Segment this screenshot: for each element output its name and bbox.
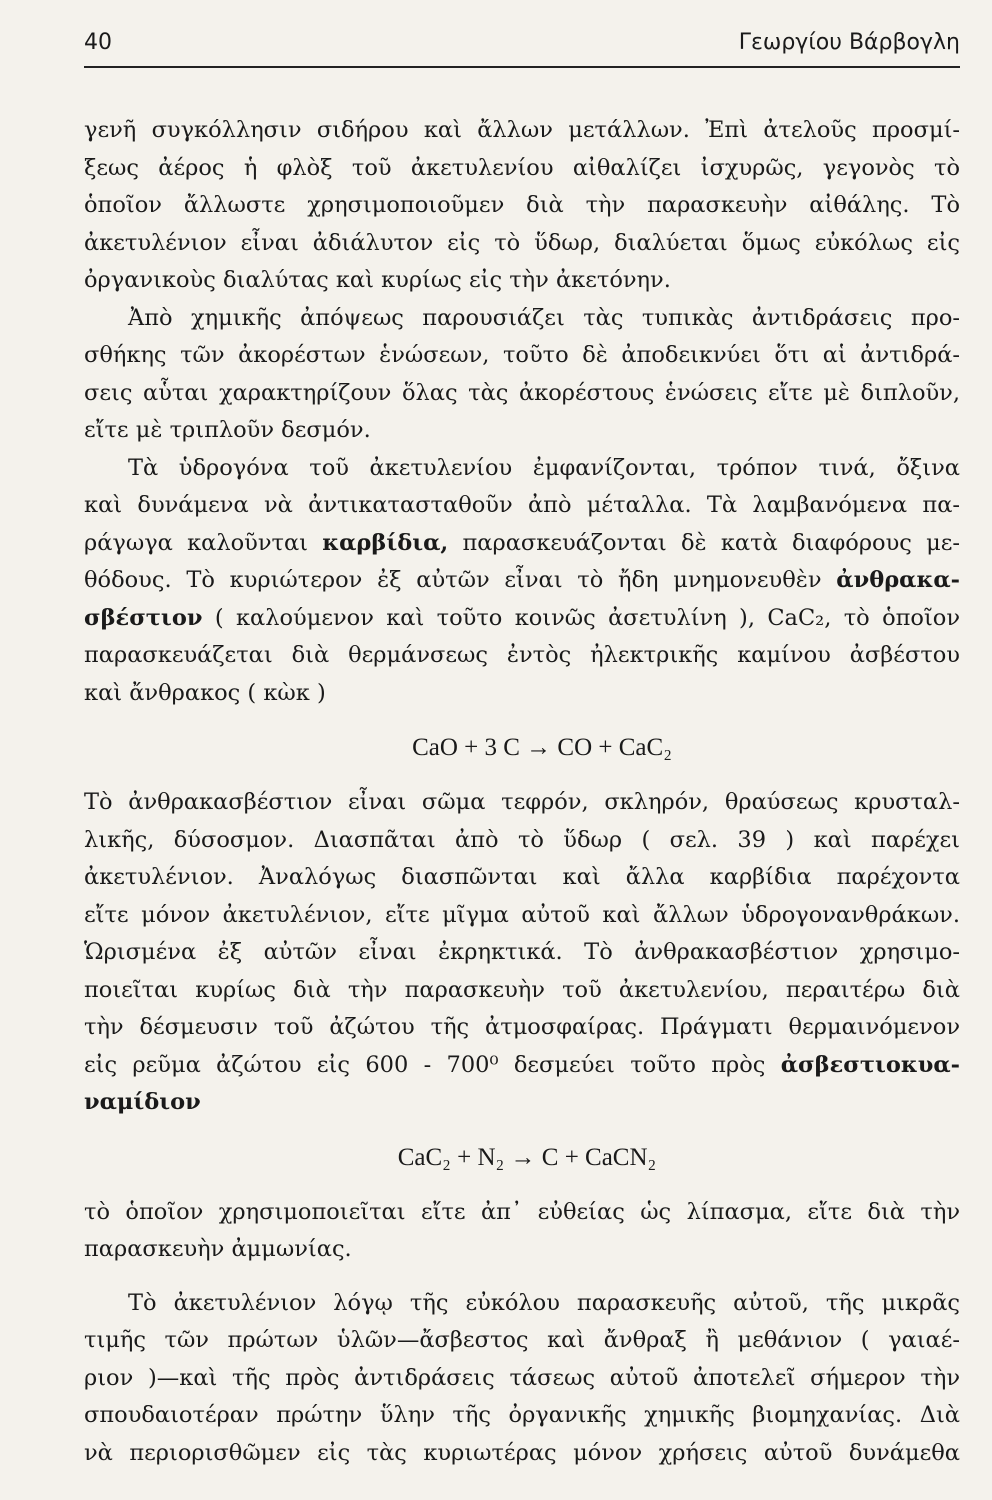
text-line: νὰ περιορισθῶμεν εἰς τὰς κυριωτέρας μόνον χρήσεις αὐτοῦ δυνάμεθα bbox=[84, 1439, 960, 1466]
text-line bbox=[84, 525, 960, 563]
text-line: ὁποῖον ἄλλωστε χρησιμοποιοῦμεν διὰ τὴν παρασκευὴν αἰθάλης. Τὸ bbox=[84, 192, 960, 218]
text-line: ποιεῖται κυρίως διὰ τὴν παρασκευὴν τοῦ ἀκετυλενίου, περαιτέρω διὰ bbox=[84, 976, 960, 1003]
bold-term-cyanamide: ἀσβεστιοκυα- bbox=[780, 1051, 960, 1078]
text-line: καὶ ἄνθρακος ( κὼκ ) bbox=[84, 679, 326, 706]
text-line bbox=[84, 1047, 960, 1085]
text-run: εἰς ρεῦμα ἀζώτου εἰς 600 - 700⁰ δεσμεύει τοῦτο πρὸς bbox=[84, 1051, 781, 1078]
bold-term-cyanamide-cont: ναμίδιον bbox=[84, 1089, 201, 1115]
text-line: εἴτε μόνον ἀκετυλένιον, εἴτε μῖγμα αὐτοῦ καὶ ἄλλων ὑδρογονανθράκων. bbox=[84, 901, 960, 928]
text-run: ( καλούμενον καὶ τοῦτο κοινῶς ἀσετυλίνη ), CaC₂, τὸ ὁποῖον bbox=[202, 604, 960, 631]
bold-term-calcium-carbide: ἀνθρακα- bbox=[836, 567, 960, 593]
text-line: σπουδαιοτέραν πρώτην ὕλην τῆς ὀργανικῆς χημικῆς βιομηχανίας. Διὰ bbox=[84, 1402, 960, 1428]
text-line: σθήκης τῶν ἀκορέστων ἑνώσεων, τοῦτο δὲ ἀποδεικνύει ὅτι αἱ ἀντιδρά- bbox=[84, 342, 960, 368]
text-line: παρασκευάζεται διὰ θερμάνσεως ἐντὸς ἠλεκτρικῆς καμίνου ἀσβέστου bbox=[84, 642, 960, 668]
text-line: ριον )—καὶ τῆς πρὸς ἀντιδράσεις τάσεως αὐτοῦ ἀποτελεῖ σήμερον τὴν bbox=[84, 1364, 960, 1391]
text-line: γενῆ συγκόλλησιν σιδήρου καὶ ἄλλων μετάλλων. Ἐπὶ ἀτελοῦς προσμί- bbox=[84, 117, 960, 143]
text-line: τὴν δέσμευσιν τοῦ ἀζώτου τῆς ἀτμοσφαίρας. Πράγματι θερμαινόμενον bbox=[84, 1014, 960, 1040]
text-line: παρασκευὴν ἀμμωνίας. bbox=[84, 1236, 352, 1262]
paragraph-gap bbox=[84, 1269, 960, 1285]
text-line: Ὡρισμένα ἐξ αὐτῶν εἶναι ἐκρηκτικά. Τὸ ἀνθρακασβέστιον χρησιμο- bbox=[84, 939, 960, 965]
text-line bbox=[84, 600, 960, 638]
text-line: εἴτε μὲ τριπλοῦν δεσμόν. bbox=[84, 417, 371, 443]
bold-term-calcium-carbide-cont: σβέστιον bbox=[84, 604, 203, 631]
text-line: καὶ δυνάμενα νὰ ἀντικατασταθοῦν ἀπὸ μέταλλα. Τὰ λαμβανόμενα πα- bbox=[84, 492, 960, 518]
text-run: θόδους. Τὸ κυριώτερον ἐξ αὐτῶν εἶναι τὸ ἤδη μνημονευθὲν bbox=[84, 567, 837, 593]
body-text bbox=[84, 112, 960, 1472]
text-line bbox=[84, 562, 960, 600]
text-line: λικῆς, δύσοσμον. Διασπᾶται ἀπὸ τὸ ὕδωρ ( σελ. 39 ) καὶ παρέχει bbox=[84, 826, 960, 853]
text-line: Τὰ ὑδρογόνα τοῦ ἀκετυλενίου ἐμφανίζονται, τρόπον τινά, ὄξινα bbox=[128, 454, 960, 481]
bold-term-carbides: καρβίδια, bbox=[322, 529, 449, 556]
text-run: παρασκευάζονται δὲ κατὰ διαφόρους με- bbox=[448, 529, 960, 556]
text-line: ξεως ἀέρος ἡ φλὸξ τοῦ ἀκετυλενίου αἰθαλίζει ἰσχυρῶς, γεγονὸς τὸ bbox=[84, 154, 960, 181]
text-line: ἀκετυλένιον εἶναι ἀδιάλυτον εἰς τὸ ὕδωρ, διαλύεται ὅμως εὐκόλως εἰς bbox=[84, 229, 960, 256]
running-head-author: Γεωργίου Βάρβογλη bbox=[738, 30, 960, 55]
text-line: Ἀπὸ χημικῆς ἀπόψεως παρουσιάζει τὰς τυπικὰς ἀντιδράσεις προ- bbox=[128, 304, 960, 331]
text-line: τιμῆς τῶν πρώτων ὑλῶν—ἄσβεστος καὶ ἄνθραξ ἢ μεθάνιον ( γαιαέ- bbox=[84, 1327, 960, 1353]
text-line bbox=[84, 1084, 960, 1122]
text-run: ράγωγα καλοῦνται bbox=[84, 529, 323, 556]
text-line: ὀργανικοὺς διαλύτας καὶ κυρίως εἰς τὴν ἀκετόνην. bbox=[84, 267, 671, 293]
page-header bbox=[84, 30, 960, 64]
text-line: Τὸ ἀκετυλένιον λόγῳ τῆς εὐκόλου παρασκευῆς αὐτοῦ, τῆς μικρᾶς bbox=[128, 1289, 960, 1316]
text-line: Τὸ ἀνθρακασβέστιον εἶναι σῶμα τεφρόν, σκληρόν, θραύσεως κρυσταλ- bbox=[84, 789, 960, 815]
header-rule bbox=[84, 66, 960, 68]
text-line: σεις αὗται χαρακτηρίζουν ὅλας τὰς ἀκορέστους ἑνώσεις εἴτε μὲ διπλοῦν, bbox=[84, 379, 960, 406]
page-number: 40 bbox=[84, 30, 112, 55]
text-line: τὸ ὁποῖον χρησιμοποιεῖται εἴτε ἀπ᾽ εὐθείας ὡς λίπασμα, εἴτε διὰ τὴν bbox=[84, 1198, 960, 1225]
text-line: ἀκετυλένιον. Ἀναλόγως διασπῶνται καὶ ἄλλα καρβίδια παρέχοντα bbox=[84, 864, 960, 890]
chemical-equation: CaO + 3 C → CO + CaC₂ bbox=[412, 734, 672, 761]
chemical-equation: CaC₂ + N₂ → C + CaCN₂ bbox=[397, 1143, 657, 1171]
